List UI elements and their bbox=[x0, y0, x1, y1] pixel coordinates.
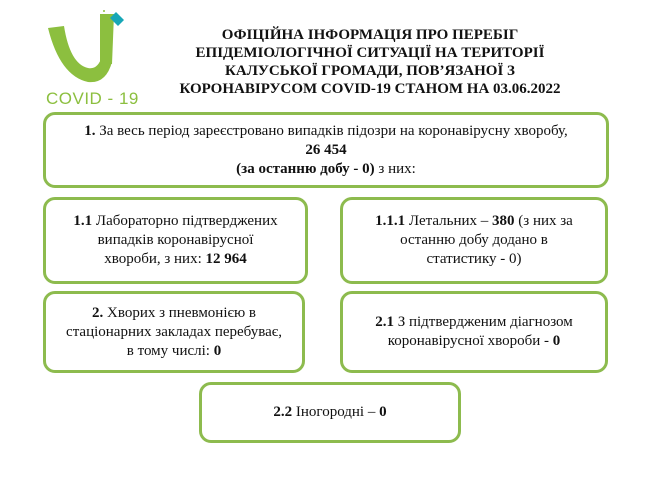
deaths-line1a: Летальних – bbox=[405, 213, 493, 229]
title-line: ОФІЦІЙНА ІНФОРМАЦІЯ ПРО ПЕРЕБІГ bbox=[221, 27, 519, 43]
deaths-value: 380 bbox=[492, 213, 515, 229]
confirmed-diagnosis-box bbox=[340, 291, 608, 373]
suspected-cases-text bbox=[84, 122, 568, 141]
covid-logo-text: COVID - 19 bbox=[46, 89, 139, 108]
title-line: КОРОНАВІРУСОМ COVID-19 СТАНОМ НА 03.06.2022 bbox=[179, 81, 561, 97]
confirmed-diagnosis-value: 0 bbox=[552, 333, 561, 349]
pneumonia-line1: Хворих з пневмонією в bbox=[103, 304, 256, 321]
lab-confirmed-line1: Лабораторно підтверджених bbox=[92, 213, 278, 229]
pneumonia-box bbox=[43, 291, 305, 373]
suspected-cases-box bbox=[43, 112, 609, 188]
item-number: 1. bbox=[84, 122, 96, 139]
title-line: ЕПІДЕМІОЛОГІЧНОЇ СИТУАЦІЇ НА ТЕРИТОРІЇ bbox=[195, 45, 545, 61]
suspected-cases-last-day: (за останню добу - 0) bbox=[236, 160, 375, 177]
nonresident-box bbox=[199, 382, 461, 443]
deaths-line3: статистику - 0) bbox=[426, 251, 522, 267]
covid-logo bbox=[40, 6, 150, 108]
pneumonia-value: 0 bbox=[213, 342, 222, 359]
title-line: КАЛУСЬКОЇ ГРОМАДИ, ПОВ’ЯЗАНОЇ З bbox=[225, 63, 515, 79]
suspected-cases-label: За весь період зареєстровано випадків підозри на коронавірусну хворобу, bbox=[95, 122, 568, 139]
page-title bbox=[150, 26, 590, 98]
lab-confirmed-line3: хвороби, з них: bbox=[104, 251, 206, 267]
pneumonia-line2: стаціонарних закладах перебуває, bbox=[66, 323, 282, 340]
lab-confirmed-box bbox=[43, 197, 308, 284]
confirmed-diagnosis-line1: З підтвердженим діагнозом bbox=[393, 314, 573, 330]
nonresident-value: 0 bbox=[379, 404, 387, 420]
lab-confirmed-value: 12 964 bbox=[205, 251, 247, 267]
deaths-line1b: (з них за bbox=[514, 213, 573, 229]
deaths-box bbox=[340, 197, 608, 284]
suspected-cases-total: 26 454 bbox=[305, 141, 347, 158]
covid-v-logo-icon bbox=[40, 6, 150, 96]
suspected-cases-suffix: з них: bbox=[374, 160, 416, 177]
deaths-line2: останню добу додано в bbox=[400, 232, 548, 248]
confirmed-diagnosis-line2: коронавірусної хвороби - bbox=[387, 333, 553, 349]
lab-confirmed-line2: випадків коронавірусної bbox=[97, 232, 254, 248]
item-number: 2. bbox=[92, 304, 104, 321]
pneumonia-line3: в тому числі: bbox=[126, 342, 214, 359]
item-number: 1.1 bbox=[73, 213, 93, 229]
item-number: 2.2 bbox=[273, 404, 293, 420]
nonresident-line1: Іногородні – bbox=[292, 404, 380, 420]
item-number: 2.1 bbox=[375, 314, 394, 330]
item-number: 1.1.1 bbox=[375, 213, 406, 229]
